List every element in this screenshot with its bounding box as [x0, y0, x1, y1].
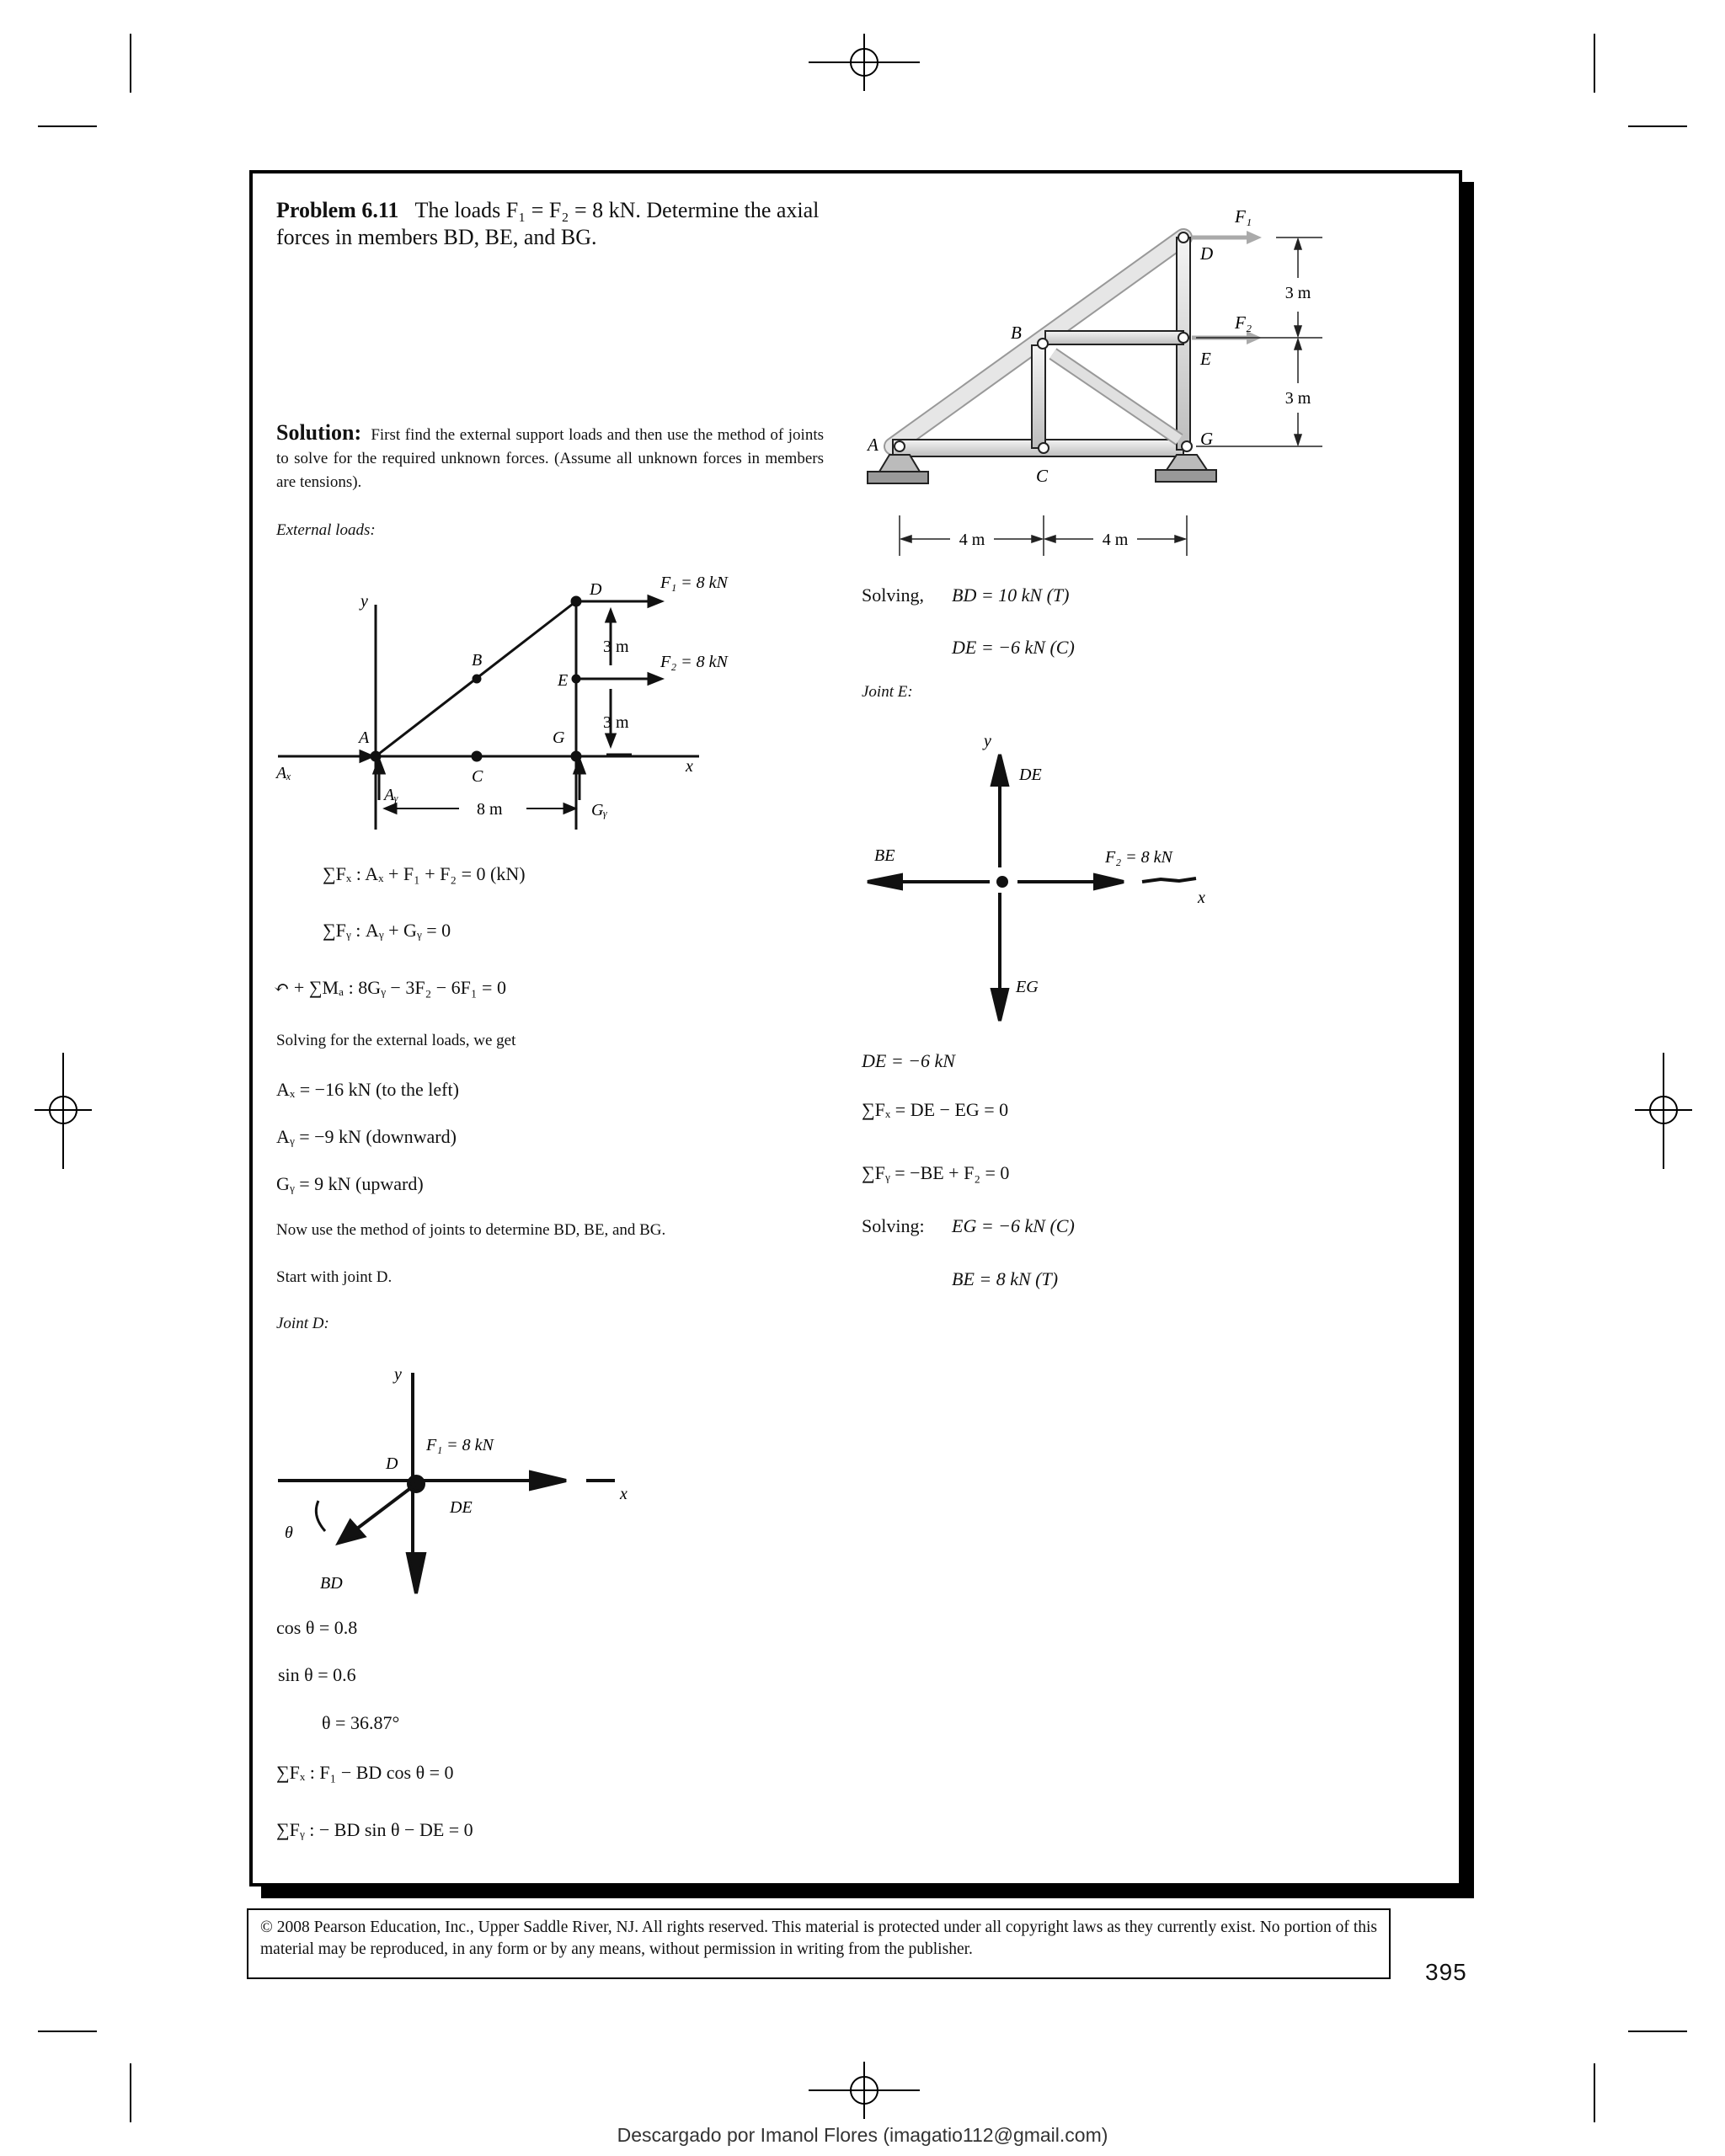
joint-d-heading: Joint D:	[276, 1315, 329, 1332]
truss-label-a: A	[868, 435, 879, 455]
result-gy: Gᵧ = 9 kN (upward)	[276, 1173, 424, 1194]
jd-label-theta: θ	[285, 1524, 293, 1542]
result-be: BE = 8 kN (T)	[952, 1268, 1059, 1289]
ext-dim-span: 8 m	[477, 800, 503, 819]
method-joints-text: Now use the method of joints to determine BD, BE, and BG.	[276, 1221, 666, 1239]
eq-sum-fy: ∑Fᵧ : Aᵧ + Gᵧ = 0	[323, 920, 451, 941]
je-label-y: y	[984, 732, 991, 750]
je-label-eg: EG	[1016, 978, 1039, 996]
external-loads-heading: External loads:	[276, 521, 376, 539]
fbd-external-loads	[270, 564, 775, 834]
jd-label-de: DE	[450, 1498, 473, 1517]
ext-label-y: y	[360, 592, 368, 611]
start-joint-text: Start with joint D.	[276, 1268, 393, 1286]
truss-label-e: E	[1200, 349, 1211, 369]
ext-label-ax: Aₓ	[276, 764, 291, 782]
eq-e-fy: ∑Fᵧ = −BE + F₂ = 0	[862, 1162, 1010, 1183]
registration-target-top	[809, 34, 920, 91]
solution-intro	[276, 421, 824, 494]
ext-label-e: E	[558, 671, 569, 690]
jd-label-y: y	[394, 1365, 402, 1384]
ext-dim-2: 3 m	[603, 713, 629, 732]
truss-label-f1: F₁	[1235, 206, 1252, 227]
truss-label-g: G	[1200, 429, 1214, 449]
registration-target-right	[1635, 1053, 1692, 1169]
ext-label-a: A	[359, 728, 370, 747]
copyright-notice: © 2008 Pearson Education, Inc., Upper Saddle River, NJ. All rights reserved. This material is protected under all copyright laws as they currently exist. No portion of this material may be reproduced, in any form or by any means, without permission in writing from the publisher.	[247, 1908, 1391, 1979]
je-label-be: BE	[874, 846, 895, 865]
eq-d-fy: ∑Fᵧ : − BD sin θ − DE = 0	[276, 1819, 473, 1840]
registration-target-left	[35, 1053, 92, 1169]
truss-figure	[851, 194, 1356, 564]
eq-sum-fx: ∑Fₓ : Aₓ + F₁ + F₂ = 0 (kN)	[323, 863, 526, 884]
eq-cos: cos θ = 0.8	[276, 1617, 358, 1638]
eq-e-fx: ∑Fₓ = DE − EG = 0	[862, 1099, 1009, 1120]
joint-e-heading: Joint E:	[862, 683, 913, 701]
je-label-x: x	[1198, 889, 1205, 907]
truss-label-b: B	[1011, 323, 1022, 343]
ext-label-ay: Aᵧ	[384, 786, 398, 804]
page-number: 395	[1425, 1959, 1467, 1985]
ext-label-g: G	[553, 728, 565, 747]
jd-label-f1: F₁ = 8 kN	[426, 1436, 494, 1454]
solution-intro-text: First find the external support loads and then use the method of joints to solve for the required unknown forces. (Assume all unknown forces in members are tensions).	[276, 426, 825, 491]
je-label-de: DE	[1019, 766, 1042, 784]
truss-dim-bottom: 3 m	[1284, 389, 1311, 408]
jd-label-d: D	[386, 1454, 398, 1473]
problem-text: The loads F₁ = F₂ = 8 kN. Determine the axial forces in members BD, BE, and BG.	[276, 198, 820, 249]
ext-label-gy: Gᵧ	[591, 801, 608, 819]
problem-label: Problem 6.11	[276, 198, 399, 222]
solving-external-text: Solving for the external loads, we get	[276, 1032, 516, 1049]
eq-sum-ma: ↶ + ∑Mₐ : 8Gᵧ − 3F₂ − 6F₁ = 0	[274, 977, 506, 998]
eq-sin: sin θ = 0.6	[278, 1664, 356, 1685]
jd-label-x: x	[620, 1485, 628, 1503]
truss-span-left: 4 m	[959, 531, 985, 549]
ext-label-d: D	[590, 580, 602, 599]
download-footer: Descargado por Imanol Flores (imagatio112@gmail.com)	[617, 2124, 1108, 2146]
solution-label: Solution:	[276, 420, 362, 445]
truss-label-d: D	[1200, 243, 1214, 264]
eq-d-fx: ∑Fₓ : F₁ − BD cos θ = 0	[276, 1762, 454, 1783]
truss-span-right: 4 m	[1102, 531, 1129, 549]
result-ax: Aₓ = −16 kN (to the left)	[276, 1079, 459, 1100]
result-eg: EG = −6 kN (C)	[952, 1215, 1075, 1236]
result-ay: Aᵧ = −9 kN (downward)	[276, 1126, 457, 1147]
problem-statement	[276, 197, 849, 251]
eq-theta: θ = 36.87°	[322, 1712, 400, 1733]
result-de: DE = −6 kN (C)	[952, 637, 1075, 658]
truss-label-f2: F₂	[1235, 312, 1252, 333]
ext-label-b: B	[472, 651, 483, 670]
truss-label-c: C	[1036, 466, 1049, 486]
result-de-2: DE = −6 kN	[862, 1050, 955, 1071]
ext-label-f2: F₂ = 8 kN	[660, 653, 728, 671]
ext-label-x: x	[686, 757, 693, 776]
result-bd: BD = 10 kN (T)	[952, 584, 1070, 606]
ext-label-c: C	[472, 767, 483, 786]
truss-dim-top: 3 m	[1284, 284, 1311, 302]
je-label-f2: F₂ = 8 kN	[1105, 848, 1172, 867]
registration-target-bottom	[809, 2062, 920, 2119]
fbd-joint-e	[851, 724, 1238, 1036]
solving2-label: Solving:	[862, 1215, 925, 1236]
fbd-joint-d	[270, 1356, 657, 1600]
solving-label: Solving,	[862, 584, 924, 606]
jd-label-bd: BD	[320, 1574, 343, 1593]
ext-dim-1: 3 m	[603, 638, 629, 656]
ext-label-f1: F₁ = 8 kN	[660, 574, 728, 592]
